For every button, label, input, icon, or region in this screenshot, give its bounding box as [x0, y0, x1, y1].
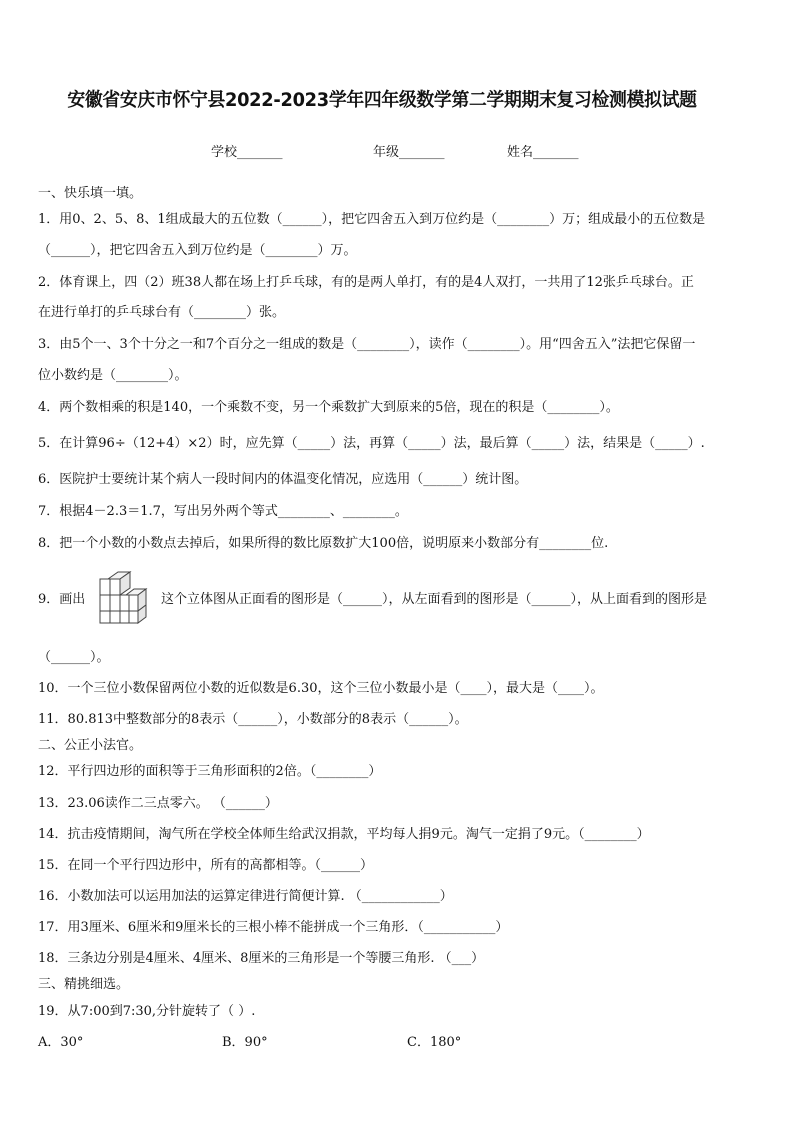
section-heading-3: 三、精挑细选。: [38, 977, 130, 992]
question-19: 19．从7:00到7:30,分针旋转了（ ）.: [38, 1004, 256, 1019]
question-7: 7．根据4－2.3＝1.7，写出另外两个等式________、________。: [38, 504, 408, 519]
option-a: A．30°: [38, 1035, 84, 1050]
school-field: 学校_______: [211, 145, 283, 160]
question-13: 13．23.06读作二三点零六。 （______）: [38, 796, 278, 811]
question-1-line-1: 1．用0、2、5、8、1组成最大的五位数（______），把它四舍五入到万位约是（________）万；组成最小的五位数是: [38, 212, 706, 227]
question-15: 15．在同一个平行四边形中，所有的高都相等。（______）: [38, 858, 374, 873]
question-10: 10．一个三位小数保留两位小数的近似数是6.30，这个三位小数最小是（____），最大是（____）。: [38, 681, 604, 696]
question-2-line-1: 2．体育课上，四（2）班38人都在场上打乒乓球，有的是两人单打，有的是4人双打，一共用了12张乒乓球台。正: [38, 275, 694, 290]
question-16: 16．小数加法可以运用加法的运算定律进行简便计算. （____________）: [38, 889, 453, 904]
question-4: 4．两个数相乘的积是140，一个乘数不变，另一个乘数扩大到原来的5倍，现在的积是（________）。: [38, 400, 619, 415]
question-14: 14．抗击疫情期间，淘气所在学校全体师生给武汉捐款，平均每人捐9元。淘气一定捐了9元。（________）: [38, 827, 650, 842]
question-18: 18．三条边分别是4厘米、4厘米、8厘米的三角形是一个等腰三角形. （___）: [38, 951, 485, 966]
page-title: 安徽省安庆市怀宁县2022-2023学年四年级数学第二学期期末复习检测模拟试题: [67, 90, 697, 111]
question-12: 12．平行四边形的面积等于三角形面积的2倍。（________）: [38, 764, 382, 779]
question-11: 11．80.813中整数部分的8表示（______），小数部分的8表示（______）。: [38, 712, 468, 727]
grade-field: 年级_______: [373, 145, 445, 160]
section-heading-1: 一、快乐填一填。: [38, 186, 143, 201]
question-5: 5．在计算96÷（12+4）×2）时，应先算（_____）法，再算（_____）法，最后算（_____）法，结果是（_____）.: [38, 436, 705, 451]
cube-figure: [96, 569, 148, 625]
question-1-line-2: （______），把它四舍五入到万位约是（________）万。: [38, 243, 357, 258]
question-8: 8．把一个小数的小数点去掉后，如果所得的数比原数扩大100倍，说明原来小数部分有________位.: [38, 536, 609, 551]
question-3-line-1: 3．由5个一、3个十分之一和7个百分之一组成的数是（________），读作（________）。用“四舍五入”法把它保留一: [38, 337, 696, 352]
question-17: 17．用3厘米、6厘米和9厘米长的三根小棒不能拼成一个三角形．（___________）: [38, 920, 509, 935]
question-2-line-2: 在进行单打的乒乓球台有（________）张。: [38, 305, 286, 320]
question-9-label: 9．画出: [38, 592, 86, 607]
question-3-line-2: 位小数约是（________）。: [38, 368, 188, 383]
question-6: 6．医院护士要统计某个病人一段时间内的体温变化情况，应选用（______）统计图。: [38, 472, 528, 487]
question-9-text: 这个立体图从正面看的图形是（______），从左面看到的图形是（______），从上面看到的图形是: [161, 592, 708, 607]
section-heading-2: 二、公正小法官。: [38, 738, 143, 753]
question-9-line-2: （______）。: [38, 650, 110, 665]
name-field: 姓名_______: [507, 145, 579, 160]
option-b: B．90°: [222, 1035, 268, 1050]
option-c: C．180°: [407, 1035, 462, 1050]
